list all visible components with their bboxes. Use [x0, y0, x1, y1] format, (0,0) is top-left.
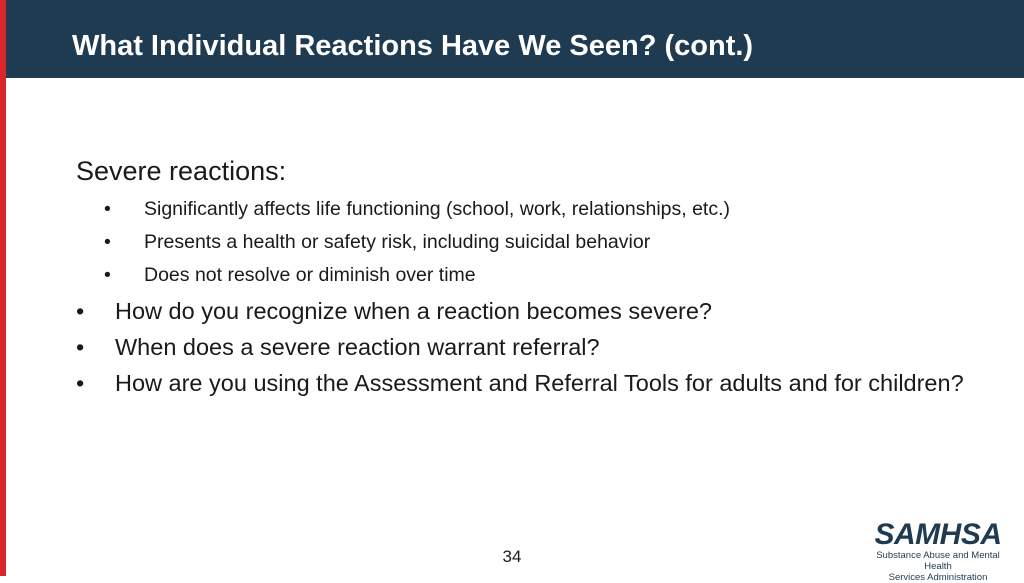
- page-number: 34: [502, 547, 522, 566]
- bullet-icon: •: [104, 198, 111, 220]
- slide-title: What Individual Reactions Have We Seen? (cont.): [72, 30, 754, 62]
- bullet-icon: •: [104, 231, 111, 253]
- list-item-text: Significantly affects life functioning (school, work, relationships, etc.): [144, 198, 730, 220]
- list-item-text: Does not resolve or diminish over time: [144, 264, 476, 286]
- list-item: [104, 193, 966, 226]
- logo-tagline-2: Services Administration: [888, 572, 988, 583]
- list-item: [104, 259, 966, 292]
- accent-bar: [0, 0, 6, 576]
- samhsa-logo: [874, 520, 1002, 583]
- logo-wordmark: SAMHSA: [874, 518, 1002, 551]
- bullet-icon: •: [76, 334, 85, 360]
- bullet-icon: •: [104, 264, 111, 286]
- list-item-text: How are you using the Assessment and Referral Tools for adults and for children?: [115, 370, 964, 396]
- bullet-icon: •: [76, 298, 85, 324]
- list-item: [76, 294, 965, 328]
- list-item-text: How do you recognize when a reaction becomes severe?: [115, 298, 712, 324]
- logo-tagline-1: Substance Abuse and Mental Health: [876, 550, 1000, 572]
- list-item: [76, 330, 965, 364]
- list-item: [104, 226, 966, 259]
- section-heading: Severe reactions:: [76, 156, 287, 186]
- list-item-text: Presents a health or safety risk, including suicidal behavior: [144, 231, 651, 253]
- slide-content: [76, 153, 966, 402]
- list-item-text: When does a severe reaction warrant referral?: [115, 334, 600, 360]
- question-list: [76, 294, 966, 400]
- bullet-icon: •: [76, 370, 85, 396]
- sub-bullet-list: [76, 193, 966, 292]
- list-item: [76, 366, 965, 400]
